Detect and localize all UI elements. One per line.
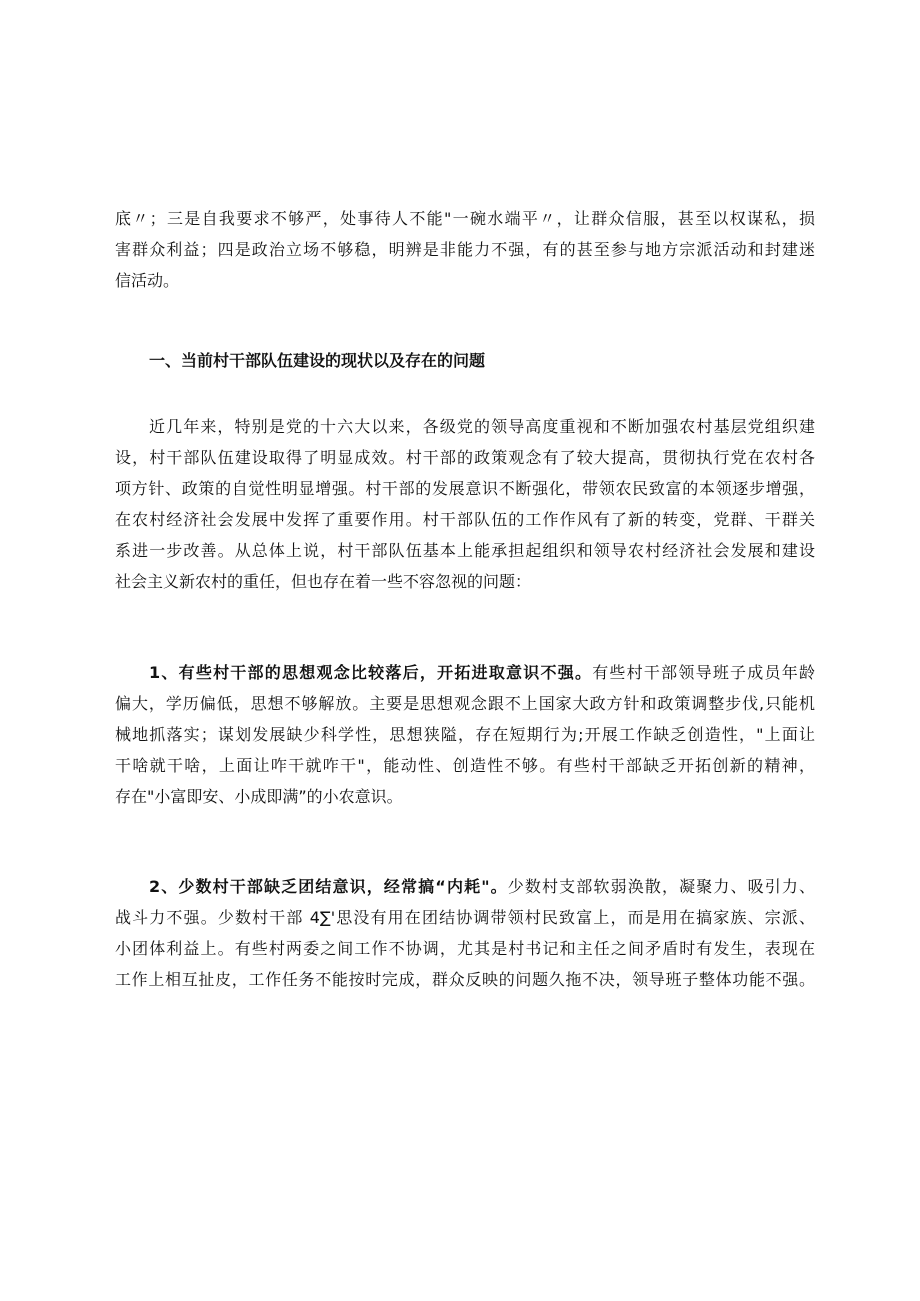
paragraph-continuation: [115, 203, 815, 296]
heading-text: 一、当前村干部队伍建设的现状以及存在的问题: [149, 351, 486, 370]
section-heading: [115, 345, 815, 376]
text-line: [115, 871, 815, 902]
point-2-title: 2、少数村干部缺乏团结意识，经常搞“内耗"。: [149, 877, 508, 896]
text-line: 害群众利益；四是政治立场不够稳，明辨是非能力不强，有的甚至参与地方宗派活动和封建迷: [115, 240, 815, 259]
text-line: 工作上相互扯皮，工作任务不能按时完成，群众反映的问题久拖不决，领导班子整体功能不强。: [115, 970, 815, 989]
text-line: 在农村经济社会发展中发挥了重要作用。村干部队伍的工作作风有了新的转变，党群、干群关: [115, 510, 815, 529]
text-line: 械地抓落实；谋划发展缺少科学性，思想狭隘，存在短期行为;开展工作缺乏创造性，"上面让: [115, 725, 815, 744]
text-line: 战斗力不强。少数村干部 4∑'思没有用在团结协调带领村民致富上，而是用在搞家族、宗派、: [115, 908, 815, 927]
text-line: 近几年来，特别是党的十六大以来，各级党的领导高度重视和不断加强农村基层党组织建: [149, 417, 815, 436]
paragraph-point-1: [115, 657, 815, 812]
text-line: 项方针、政策的自觉性明显增强。村干部的发展意识不断强化，带领农民致富的本领逐步增强，: [115, 479, 815, 498]
point-1-title: 1、有些村干部的思想观念比较落后，开拓进取意识不强。: [149, 663, 593, 682]
text-line: 小团体利益上。有些村两委之间工作不协调，尤其是村书记和主任之间矛盾时有发生，表现在: [115, 939, 815, 958]
paragraph-point-2: [115, 871, 815, 995]
point-1-text: 有些村干部领导班子成员年龄: [592, 663, 815, 682]
text-line: 信活动。: [115, 271, 180, 290]
text-line: 偏大，学历偏低，思想不够解放。主要是思想观念跟不上国家大政方针和政策调整步伐,只能机: [115, 694, 815, 713]
text-line: 底〃；三是自我要求不够严，处事待人不能"一碗水端平〃，让群众信服，甚至以权谋私，损: [115, 209, 815, 228]
point-2-text: 少数村支部软弱涣散，凝聚力、吸引力、: [507, 877, 815, 896]
paragraph-current-status: [115, 411, 815, 597]
text-line: 系进一步改善。从总体上说，村干部队伍基本上能承担起组织和领导农村经济社会发展和建设: [115, 541, 815, 560]
text-line: [115, 657, 815, 688]
text-line: 存在"小富即安、小成即满”的小农意识。: [115, 787, 403, 806]
text-line: 干啥就干啥，上面让咋干就咋干"，能动性、创造性不够。有些村干部缺乏开拓创新的精神，: [115, 756, 815, 775]
text-line: 设，村干部队伍建设取得了明显成效。村干部的政策观念有了较大提高，贯彻执行党在农村各: [115, 448, 815, 467]
text-line: 社会主义新农村的重任，但也存在着一些不容忽视的问题：: [115, 572, 532, 591]
